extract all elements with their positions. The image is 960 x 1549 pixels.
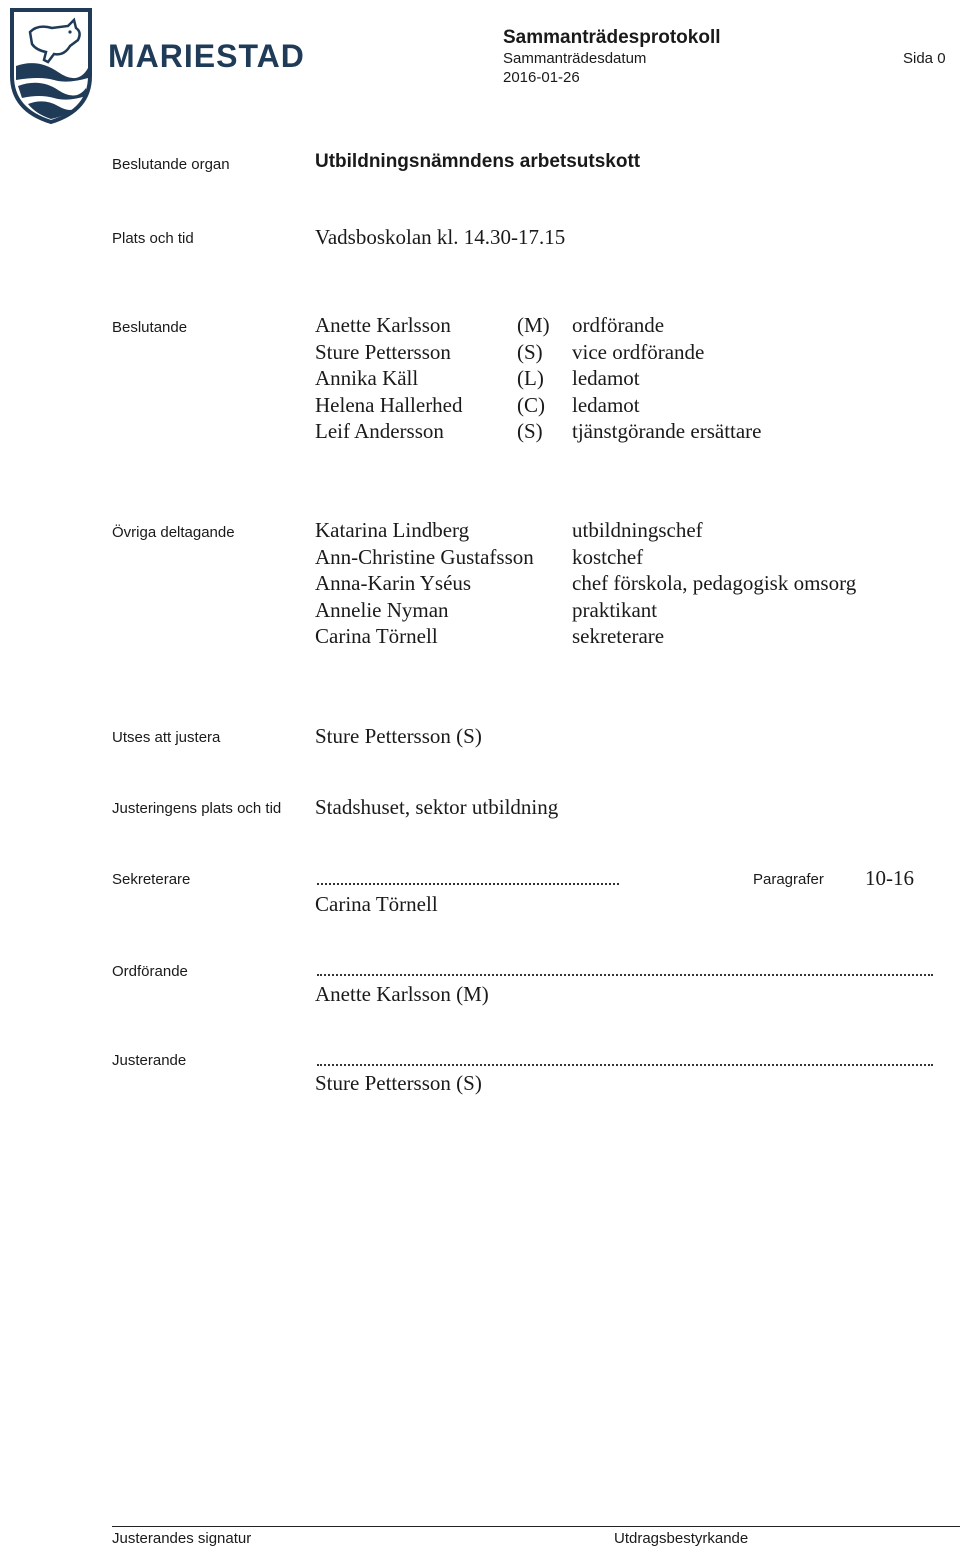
member-name: Anette Karlsson <box>315 313 451 337</box>
adjusting-name: Sture Pettersson (S) <box>315 1071 482 1095</box>
logo-wordmark: MARIESTAD <box>108 38 305 74</box>
member-name: Sture Pettersson <box>315 339 451 364</box>
member-name: Annika Käll <box>315 366 419 391</box>
member-role: ledamot <box>572 392 640 417</box>
participant-name: Carina Törnell <box>315 624 438 649</box>
member-role: vice ordförande <box>572 339 705 364</box>
participant-name: Anna-Karin Yséus <box>315 571 472 596</box>
member-party: (S) <box>517 419 543 444</box>
decision-makers-label: Beslutande <box>112 319 188 336</box>
participant-role: utbildningschef <box>572 518 703 542</box>
others-roles <box>572 517 856 650</box>
secretary-signature-line <box>317 883 619 885</box>
participant-role: sekreterare <box>572 624 665 649</box>
chair-signature-line <box>317 974 933 976</box>
member-party: (L) <box>517 366 544 391</box>
member-role: tjänstgörande ersättare <box>572 419 762 444</box>
decision-makers-names <box>315 312 463 445</box>
adjust-place-label: Justeringens plats och tid <box>112 800 282 817</box>
participant-name: Ann-Christine Gustafsson <box>315 544 534 569</box>
organ-label: Beslutande organ <box>112 156 230 173</box>
decision-makers-parties <box>517 312 550 445</box>
meeting-date-label: Sammanträdesdatum <box>503 50 647 67</box>
document-title: Sammanträdesprotokoll <box>503 27 721 48</box>
paragraphs-label: Paragrafer <box>753 871 824 888</box>
adjusting-label: Justerande <box>112 1052 187 1069</box>
paragraphs-value: 10-16 <box>865 866 914 890</box>
page-number: Sida 0 <box>903 50 946 67</box>
secretary-name: Carina Törnell <box>315 892 438 916</box>
participant-role: praktikant <box>572 597 658 622</box>
adjuster-label: Utses att justera <box>112 729 221 746</box>
organ-value: Utbildningsnämndens arbetsutskott <box>315 151 641 172</box>
member-name: Leif Andersson <box>315 419 444 444</box>
others-label: Övriga deltagande <box>112 524 235 541</box>
footer-rule <box>112 1526 960 1527</box>
member-role: ledamot <box>572 366 640 391</box>
member-name: Helena Hallerhed <box>315 392 463 417</box>
coat-of-arms-icon <box>8 6 94 124</box>
participant-role: chef förskola, pedagogisk omsorg <box>572 571 857 596</box>
chair-label: Ordförande <box>112 963 188 980</box>
member-party: (M) <box>517 313 550 337</box>
adjusting-signature-line <box>317 1064 933 1066</box>
member-role: ordförande <box>572 313 665 337</box>
participant-name: Annelie Nyman <box>315 597 449 622</box>
participant-role: kostchef <box>572 544 644 569</box>
footer-right: Utdragsbestyrkande <box>614 1530 749 1547</box>
decision-makers-roles <box>572 312 762 445</box>
adjuster-value: Sture Pettersson (S) <box>315 724 482 748</box>
member-party: (S) <box>517 339 543 364</box>
place-value: Vadsboskolan kl. 14.30-17.15 <box>315 225 566 249</box>
member-party: (C) <box>517 392 545 417</box>
meeting-date: 2016-01-26 <box>503 69 580 86</box>
adjust-place-value: Stadshuset, sektor utbildning <box>315 795 559 819</box>
logo <box>8 6 305 124</box>
chair-name: Anette Karlsson (M) <box>315 982 489 1006</box>
place-label: Plats och tid <box>112 230 194 247</box>
participant-name: Katarina Lindberg <box>315 518 470 542</box>
others-names <box>315 517 534 650</box>
secretary-label: Sekreterare <box>112 871 191 888</box>
footer-left: Justerandes signatur <box>112 1530 252 1547</box>
